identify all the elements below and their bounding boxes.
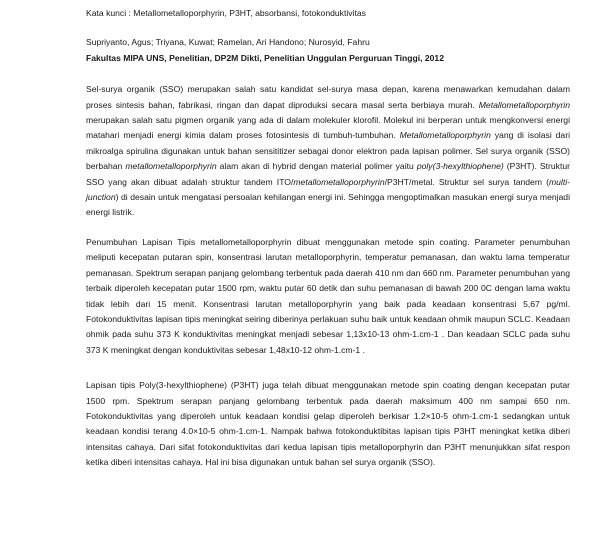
p1-text-2: merupakan salah satu pigmen organik yang ada di dalam molekuler klorofil. Molekul ini berperan untuk mengkonversi energi matahari menjadi energi kimia dalam proses fotosintesis di tumbuh-tumbuhan. (86, 115, 570, 141)
p1-italic-3: metallometalloporphyrin (125, 161, 217, 172)
p1-text-4: alam akan di hybrid dengan material polimer yaitu (216, 161, 417, 172)
p1-text-5: (P3HT). Struktur SSO yang akan dibuat adalah struktur tandem ITO/ (86, 161, 570, 187)
p1-text-1: Sel-surya organik (SSO) merupakan salah satu kandidat sel-surya masa depan, karena menawarkan kemudahan dalam proses sintesis bahan, fabrikasi, ringan dan dapat diproduksi secara masal serta berbiaya murah. (86, 84, 570, 110)
abstract-paragraph-3: Lapisan tipis Poly(3-hexylthiophene) (P3HT) juga telah dibuat menggunakan metode spin coating dengan kecepatan putar 1500 rpm. Spektrum serapan panjang gelombang terbentuk pada daerah maksimum 400 nm sampai 650 nm. Fotokonduktivitas yang diperoleh untuk keadaan kondisi gelap diperoleh berkisar 1.2×10-5 ohm-1.cm-1 sedangkan untuk keadaan kondisi terang 4.0×10-5 ohm-1.cm-1. Nampak bahwa fotokonduktibitas lapisan tipis P3HT meningkat ketika diberi intensitas cahaya. Dari sifat fotokonduktivitas dari kedua lapisan tipis metalloporphyrin dan P3HT menunjukkan sifat respon ketika diberi intensitas cahaya. Hal ini bisa digunakan untuk bahan sel surya organik (SSO). (86, 380, 570, 468)
p1-text-6: /P3HT/metal. Struktur sel surya tandem ( (384, 176, 549, 187)
p1-text-3: yang di isolasi dari mikroalga spirulina digunakan untuk bahan sensititizer sebagai donor elektron pada lapisan polimer. Sel surya organik (SSO) berbahan (86, 130, 570, 172)
p1-text-7: ) di desain untuk mengatasi persoalan kehilangan energi ini. Sehingga mengoptimalkan masukan energi surya menjadi energi listrik. (86, 192, 570, 218)
p1-italic-1: Metallometalloporphyrin (478, 99, 570, 110)
p1-italic-5: metallometalloporphyrin (293, 176, 385, 187)
p1-italic-4: poly(3-hexylthiophene) (416, 161, 504, 172)
p1-italic-6: multi-junction (86, 176, 570, 203)
abstract-paragraph-1 (86, 82, 570, 221)
p1-italic-2: Metallometalloporphyrin (399, 130, 491, 141)
author-names: Supriyanto, Agus; Triyana, Kuwat; Ramelan, Ari Handono; Nurosyid, Fahru (86, 37, 370, 48)
abstract-paragraph-2: Penumbuhan Lapisan Tipis metallometalloporphyrin dibuat menggunakan metode spin coating. Parameter penumbuhan meliputi kecepatan putaran spin, konsentrasi larutan metalloporphyrin, temperatur pemanasan, dan waktu lama temperatur pemanasan. Spektrum serapan panjang gelombang terbentuk pada daerah 410 nm dan 660 nm. Parameter penumbuhan yang terbaik diperoleh kecepatan putar 1500 rpm, waktu putar 60 detik dan suhu pemanasan di bawah 200 0C dengan lama waktu tidak lebih dari 15 menit. Konsentrasi larutan metalloporphyrin yang baik pada keadaan konsentrasi 5,67 pg/ml. Fotokonduktivitas lapisan tipis meningkat seiring diberinya perlakuan suhu baik untuk keadaan ohmik maupun SCLC. Keadaan ohmik pada suhu 373 K konduktivitas meningkat menjadi sebesar 1,13x10-13 ohm-1.cm-1 . Dan keadaan SCLC pada suhu 373 K meningkat dengan konduktivitas sebesar 1,48x10-12 ohm-1.cm-1 . (86, 236, 570, 355)
authors-block (86, 35, 570, 66)
keywords-line: Kata kunci : Metallometalloporphyrin, P3HT, absorbansi, fotokonduktivitas (86, 8, 366, 18)
author-affiliation: Fakultas MIPA UNS, Penelitian, DP2M Dikti, Penelitian Unggulan Perguruan Tinggi, 2012 (86, 52, 444, 63)
